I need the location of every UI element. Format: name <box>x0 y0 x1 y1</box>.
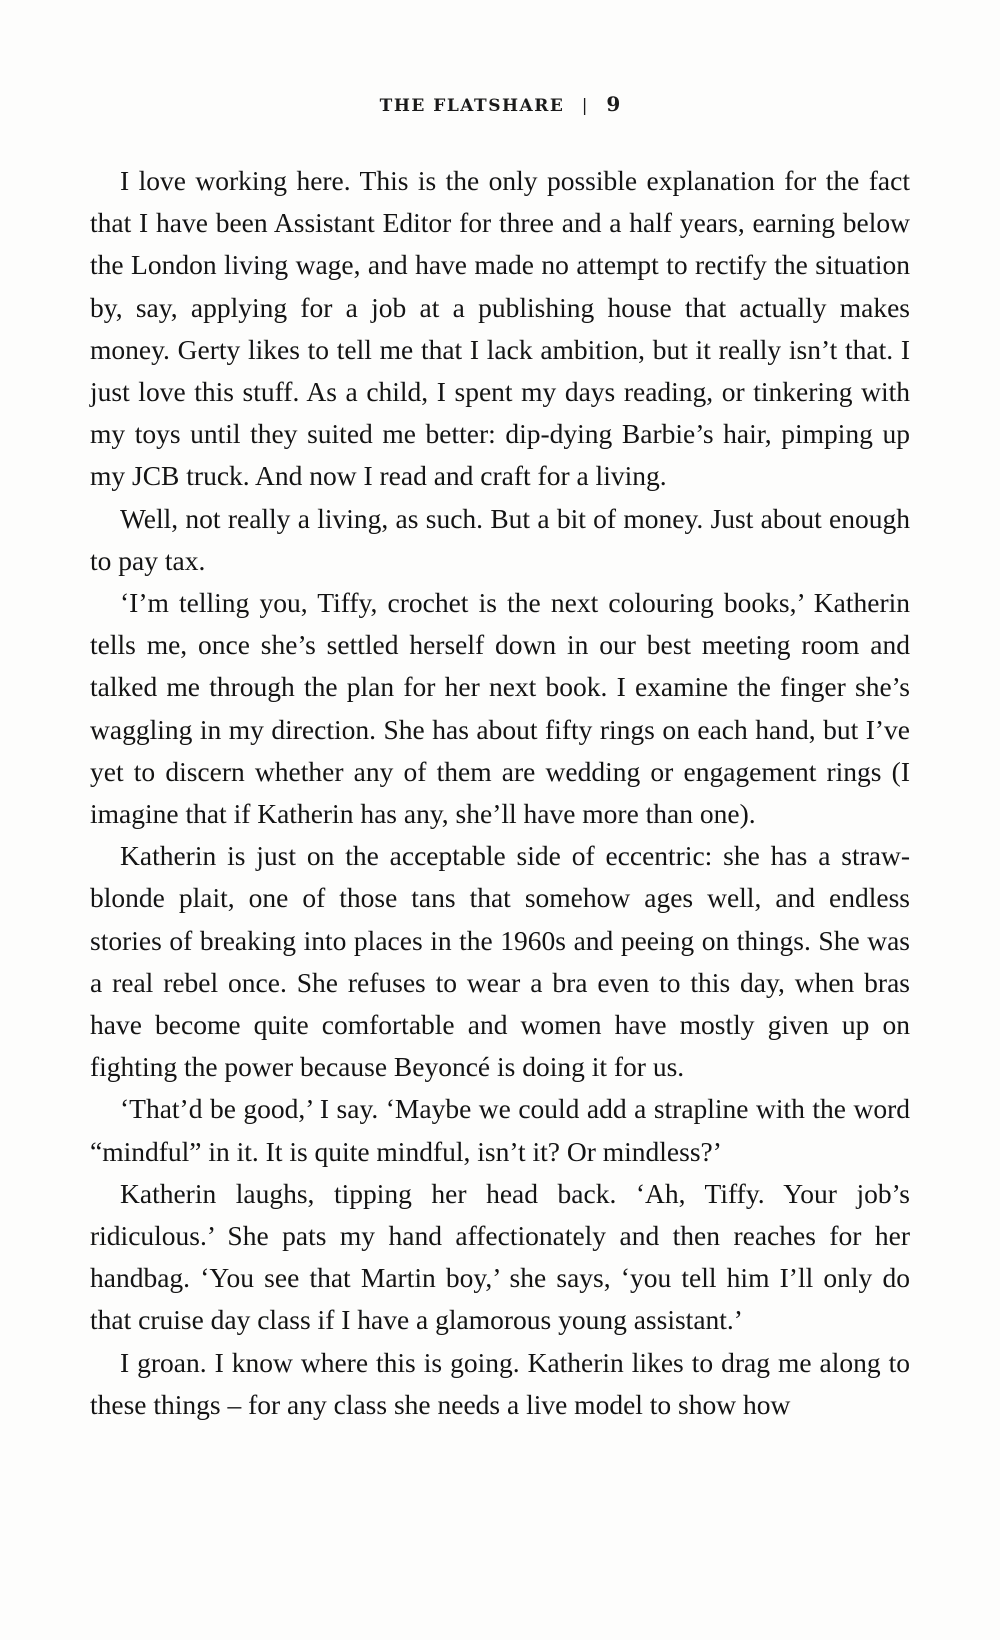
body-text <box>90 160 910 1426</box>
paragraph: Katherin is just on the acceptable side of eccentric: she has a straw-blonde plait, one of those tans that somehow ages well, and endless stories of breaking into places in the 1960s and peeing on things. She was a real rebel once. She refuses to wear a bra even to this day, when bras have become quite comfortable and women have mostly given up on fighting the power because Beyoncé is doing it for us. <box>90 840 910 1083</box>
paragraph: Katherin laughs, tipping her head back. ‘Ah, Tiffy. Your job’s ridiculous.’ She pats my hand affectionately and then reaches for her handbag. ‘You see that Martin boy,’ she says, ‘you tell him I’ll only do that cruise day class if I have a glamorous young assistant.’ <box>90 1177 910 1336</box>
header-separator: | <box>581 96 589 116</box>
page-number: 9 <box>606 92 621 116</box>
paragraph: ‘I’m telling you, Tiffy, crochet is the next colouring books,’ Katherin tells me, once she’s settled herself down in our best meeting room and talked me through the plan for her next book. I examine the finger she’s waggling in my direction. She has about fifty rings on each hand, but I’ve yet to discern whether any of them are wedding or engagement rings (I imagine that if Katherin has any, she’ll have more than one). <box>90 587 910 830</box>
paragraph: Well, not really a living, as such. But a bit of money. Just about enough to pay tax. <box>90 502 910 576</box>
book-title: THE FLATSHARE <box>379 96 565 116</box>
paragraph: ‘That’d be good,’ I say. ‘Maybe we could add a strapline with the word “mindful” in it. It is quite mindful, isn’t it? Or mindless?’ <box>90 1093 910 1167</box>
paragraph: I love working here. This is the only possible explanation for the fact that I have been Assistant Editor for three and a half years, earning below the London living wage, and have made no attempt to rectify the situation by, say, applying for a job at a publishing house that actually makes money. Gerty likes to tell me that I lack ambition, but it really isn’t that. I just love this stuff. As a child, I spent my days reading, or tinkering with my toys until they suited me better: dip-dying Barbie’s hair, pimping up my JCB truck. And now I read and craft for a living. <box>90 165 910 492</box>
paragraph: I groan. I know where this is going. Katherin likes to drag me along to these things – for any class she needs a live model to show how <box>90 1346 910 1420</box>
running-header <box>0 92 1000 116</box>
